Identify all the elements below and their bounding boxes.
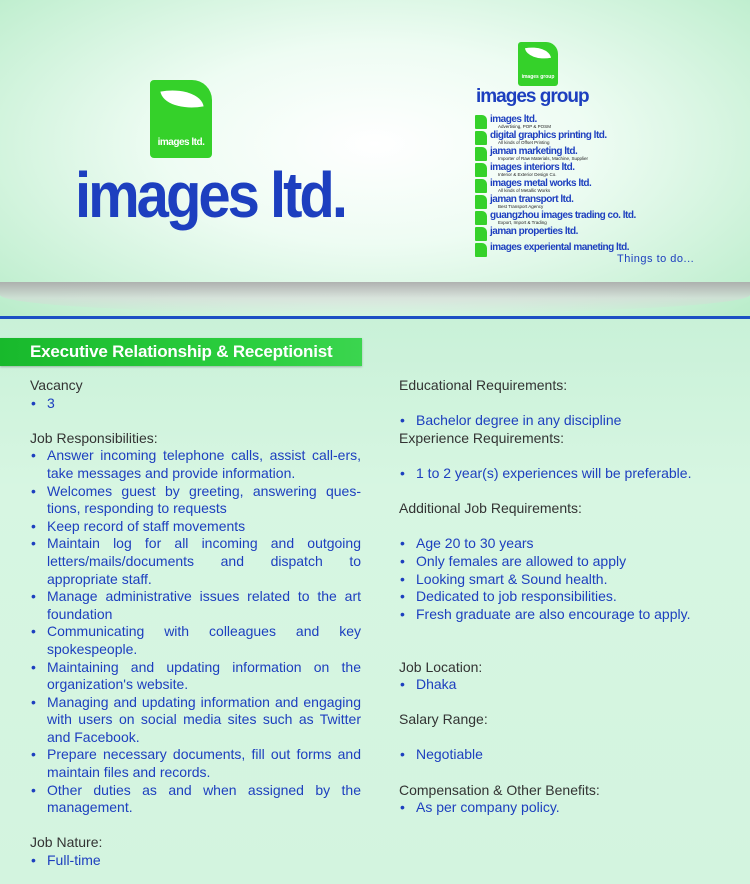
education-list (399, 412, 729, 430)
list-item: • Looking smart & Sound health. (399, 571, 729, 589)
vacancy-label: Vacancy (30, 377, 83, 393)
leaf-logo-mark (150, 80, 212, 158)
additional-label: Additional Job Requirements: (399, 500, 582, 517)
company-leaf-icon (475, 163, 487, 177)
location-label: Job Location: (399, 658, 483, 675)
job-title-banner (0, 338, 362, 366)
leaf-icon (525, 44, 551, 62)
header-banner (0, 0, 750, 320)
list-item: • Maintain log for all incoming and outgoing letters/mails/documents and dispatch to appropriate staff. (30, 535, 361, 588)
benefits-label: Compensation & Other Benefits: (399, 781, 600, 798)
company-tagline: Advertising, POP & POSM (498, 124, 551, 129)
company-name: digital graphics printing ltd. (490, 130, 607, 141)
company-tagline: Export, Import & Trading (498, 220, 547, 225)
company-name: jaman properties ltd. (490, 226, 578, 237)
company-name: jaman transport ltd. (490, 194, 574, 205)
company-leaf-icon (475, 195, 487, 209)
company-item (474, 194, 714, 209)
list-item: • Full-time (30, 852, 361, 870)
list-item: • Communicating with colleagues and key spokespeople. (30, 623, 361, 658)
responsibilities-label: Job Responsibilities: (30, 429, 158, 446)
company-leaf-icon (475, 131, 487, 145)
list-item: • Dhaka (399, 676, 729, 694)
benefits-list (399, 799, 729, 817)
list-item: • Prepare necessary documents, fill out forms and maintain files and records. (30, 746, 361, 781)
list-item: • Other duties as and when assigned by the management. (30, 782, 361, 817)
logo-mark-text: images ltd. (157, 137, 205, 148)
experience-list (399, 465, 729, 483)
list-item: • Dedicated to job responsibilities. (399, 588, 729, 606)
additional-list (399, 535, 729, 623)
list-item: • Fresh graduate are also encourage to apply. (399, 606, 729, 624)
location-list (399, 676, 729, 694)
company-tagline: All kinds of Offset Printing (498, 140, 550, 145)
list-item: • Answer incoming telephone calls, assist call-ers, take messages and provide information. (30, 447, 361, 482)
list-item: • Welcomes guest by greeting, answering ques-tions, responding to requests (30, 483, 361, 518)
company-list (474, 114, 714, 258)
group-leaf-mark (518, 42, 558, 86)
list-item: • Managing and updating information and engaging with users on social media sites such as Twitter and Facebook. (30, 694, 361, 747)
images-group-logo (474, 42, 714, 272)
company-item (474, 146, 714, 161)
company-name: images ltd. (490, 114, 537, 125)
company-item (474, 130, 714, 145)
job-nature-list (30, 852, 361, 870)
company-leaf-icon (475, 115, 487, 129)
list-item: • 1 to 2 year(s) experiences will be preferable. (399, 465, 729, 483)
salary-list (399, 746, 729, 764)
company-item (474, 162, 714, 177)
list-item: • Keep record of staff movements (30, 518, 361, 536)
list-item: • Age 20 to 30 years (399, 535, 729, 553)
logo-title: images ltd. (75, 159, 345, 232)
leaf-icon (160, 85, 203, 114)
list-item: • Manage administrative issues related to the art foundation (30, 588, 361, 623)
company-item (474, 114, 714, 129)
company-leaf-icon (475, 211, 487, 225)
company-leaf-icon (475, 243, 487, 257)
company-name: jaman marketing ltd. (490, 146, 578, 157)
list-item: • Maintaining and updating information on the organization's website. (30, 659, 361, 694)
company-item (474, 226, 714, 241)
list-item: • As per company policy. (399, 799, 729, 817)
list-item: • Negotiable (399, 746, 729, 764)
company-name: images interiors ltd. (490, 162, 575, 173)
list-item: • Only females are allowed to apply (399, 553, 729, 571)
company-name: images experiental maneting ltd. (490, 242, 630, 253)
group-title: images group (476, 86, 589, 107)
left-column (30, 377, 361, 870)
company-item (474, 210, 714, 225)
images-ltd-logo (75, 80, 345, 232)
company-leaf-icon (475, 227, 487, 241)
vacancy-list (30, 395, 361, 413)
company-tagline: Interior & Exterior Design Co. (498, 172, 557, 177)
company-name: images metal works ltd. (490, 178, 592, 189)
group-mark-text: images group (521, 74, 555, 80)
salary-label: Salary Range: (399, 711, 488, 728)
company-item (474, 178, 714, 193)
company-leaf-icon (475, 147, 487, 161)
things-to-do-text: Things to do... (617, 253, 695, 265)
list-item: • Bachelor degree in any discipline (399, 412, 729, 430)
company-tagline: Best Transport Agency (498, 204, 544, 209)
responsibilities-list (30, 447, 361, 816)
right-column (399, 377, 729, 817)
job-nature-label: Job Nature: (30, 834, 103, 851)
list-item: • 3 (30, 395, 361, 413)
education-label: Educational Requirements: (399, 377, 568, 393)
company-name: guangzhou images trading co. ltd. (490, 210, 636, 221)
company-tagline: Importer of Raw Materials, Machine, Supplier (498, 156, 589, 161)
company-leaf-icon (475, 179, 487, 193)
company-tagline: All kinds of Metallic Works (498, 188, 551, 193)
experience-label: Experience Requirements: (399, 429, 564, 446)
job-title: Executive Relationship & Receptionist (30, 342, 333, 361)
